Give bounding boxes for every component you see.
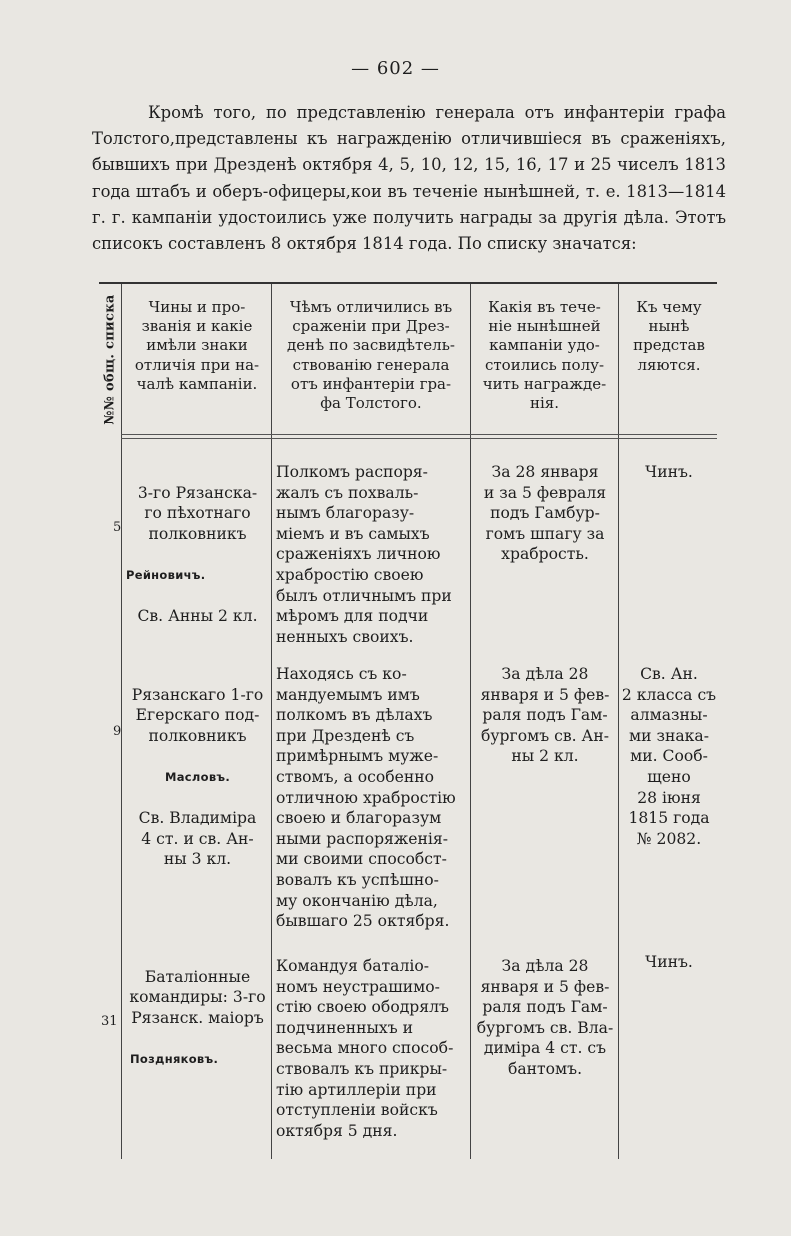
rank-decoration: Св. Анны 2 кл. xyxy=(137,607,258,626)
column-rule xyxy=(618,284,619,1159)
header-num xyxy=(99,284,121,434)
page-number: — 602 — xyxy=(351,58,440,79)
header-rule xyxy=(121,434,717,439)
header-proposed: Къ чему нынѣ представ ляются. xyxy=(633,298,705,374)
header-rank: Чины и про- званія и какіе имѣли знаки отличія при на- чалѣ кампаніи. xyxy=(134,298,260,393)
column-rule xyxy=(121,284,122,1159)
column-rule xyxy=(271,284,272,1159)
deed-cell: Находясь съ ко- мандуемымъ имъ полкомъ въ дѣлахъ при Дрезденѣ съ примѣрнымъ муже- ствомъ, а особенно отличною храбростію своею и благоразум ными распоряженія- ми своими способст- вовалъ къ успѣшно- му окончанію дѣла, бывшаго 25 октября. xyxy=(276,665,456,931)
deed-cell: Командуя баталіо- номъ неустрашимо- стію своею ободрялъ подчиненныхъ и весьма много способ- ствовалъ къ прикры- тію артиллеріи при отступленіи войскъ октября 5 дня. xyxy=(276,957,454,1140)
intro-paragraph xyxy=(92,100,726,257)
proposed-cell: Чинъ. xyxy=(645,463,693,481)
intro-text: Кромѣ того, по представленію генерала отъ инфантеріи графа Толстого,представлены къ награжденію отличившіеся въ сраженіяхъ, бывшихъ при Дрезденѣ октября 4, 5, 10, 12, 15, 16, 17 и 25 чиселъ 1813 года штабъ и оберъ-офицеры,кои въ теченіе нынѣшней, т. е. 1813—1814 г. г. кампаніи удостоились уже получить награды за другія дѣла. Этотъ списокъ составленъ 8 октября 1814 года. По списку значатся: xyxy=(92,103,726,254)
rank-text: 3-го Рязанска- го пѣхотнаго полковникъ xyxy=(137,483,258,543)
rank-text: Рязанскаго 1-го Егерскаго под- полковникъ xyxy=(131,685,264,745)
rank-text: Баталіонные командиры: 3-го Рязанск. маіоръ xyxy=(129,967,266,1027)
awarded-cell: За дѣла 28 января и 5 фев- раля подъ Гам- бургомъ св. Ан- ны 2 кл. xyxy=(480,665,610,766)
row-number: 9 xyxy=(113,724,122,739)
rank-cell xyxy=(126,462,269,647)
awards-table xyxy=(99,282,717,1159)
proposed-cell: Чинъ. xyxy=(645,953,693,971)
deed-cell: Полкомъ распоря- жалъ съ похваль- нымъ благоразу- міемъ и въ самыхъ сраженіяхъ личною храбростію своею былъ отличнымъ при мѣромъ для подчи ненныхъ своихъ. xyxy=(276,463,452,646)
rank-decoration: Св. Владиміра 4 ст. и св. Ан- ны 3 кл. xyxy=(138,809,257,869)
header-num-text: №№ общ. списка xyxy=(102,293,118,425)
awarded-cell: За 28 января и за 5 февраля подъ Гамбур- гомъ шпагу за храбрость. xyxy=(483,463,607,564)
header-awarded: Какія въ тече- ніе нынѣшней кампаніи удо- стоились полу- чить награжде- нія. xyxy=(482,298,607,413)
row-number: 5 xyxy=(113,520,122,535)
rank-cell xyxy=(126,946,269,1090)
awarded-cell: За дѣла 28 января и 5 фев- раля подъ Гам- бургомъ св. Вла- диміра 4 ст. съ бантомъ. xyxy=(476,957,614,1078)
header-deed: Чѣмъ отличились въ сраженіи при Дрез- денѣ по засвидѣтель- ствованію генерала отъ инфантеріи гра- фа Толстого. xyxy=(287,298,455,413)
officer-name: Поздняковъ. xyxy=(130,1051,219,1066)
officer-name: Рейновичъ. xyxy=(126,567,206,582)
officer-name: Масловъ. xyxy=(164,769,231,784)
column-rule xyxy=(470,284,471,1159)
proposed-cell: Св. Ан. 2 класса съ алмазны- ми знака- ми. Сооб- щено 28 іюня 1815 года № 2082. xyxy=(621,665,717,848)
rank-cell xyxy=(126,664,269,891)
row-number: 31 xyxy=(101,1014,118,1029)
